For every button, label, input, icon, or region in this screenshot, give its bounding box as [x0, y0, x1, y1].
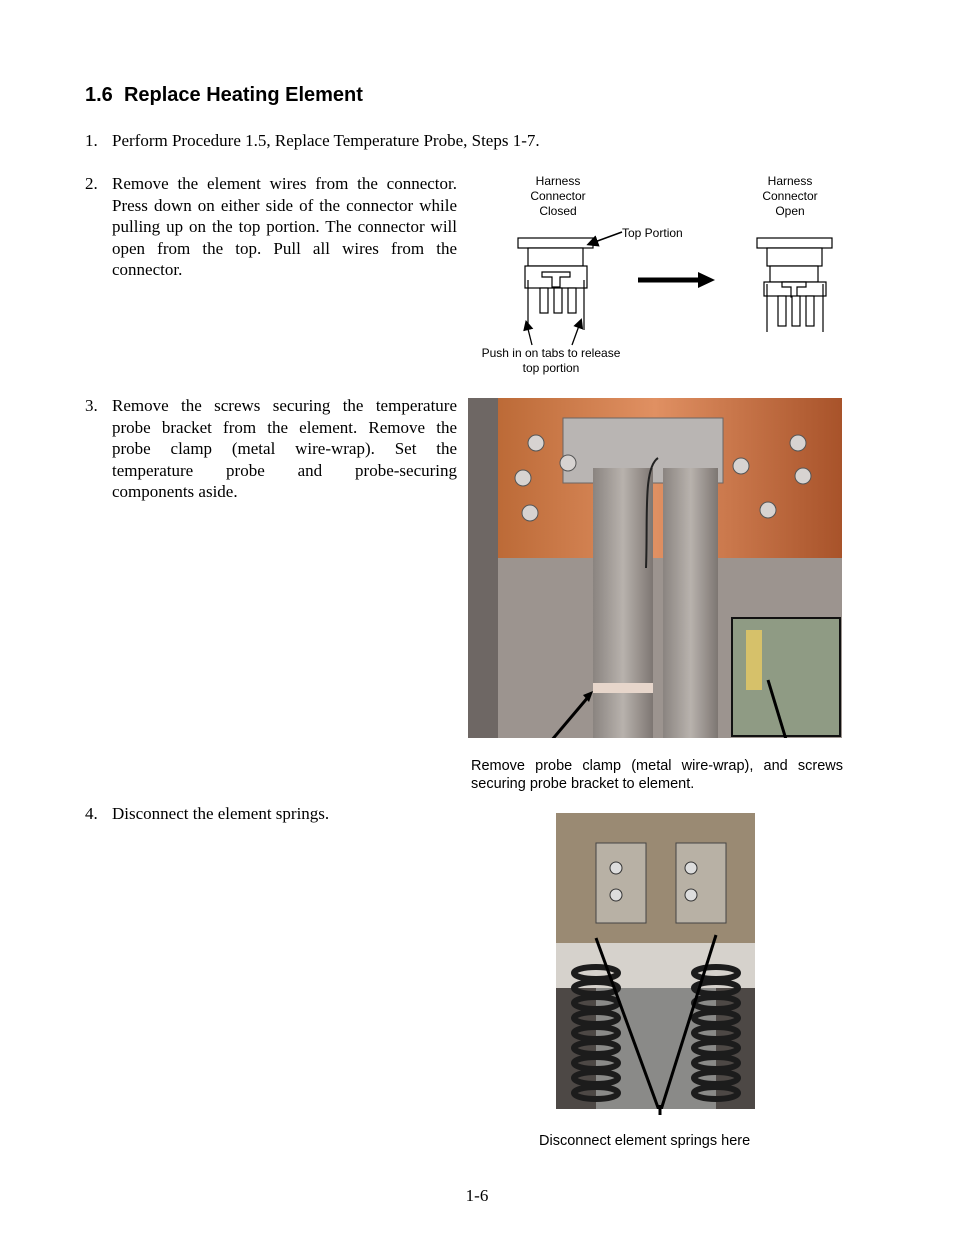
element-springs-photo [556, 813, 755, 1109]
connector-open-label: Harness Connector Open [762, 174, 818, 218]
figure-2-caption: Disconnect element springs here [539, 1133, 751, 1149]
step-number: 1. [85, 131, 98, 150]
step-number: 3. [85, 396, 98, 415]
connector-closed-label: Harness Connector Closed [530, 174, 586, 218]
step-number: 4. [85, 804, 98, 823]
step-text: Disconnect the element springs. [112, 804, 330, 823]
harness-connector-diagram [470, 220, 850, 350]
tabs-label: Push in on tabs to release top portion [481, 346, 621, 375]
page-number: 1-6 [465, 1186, 489, 1205]
top-portion-label: Top Portion [622, 226, 683, 240]
probe-bracket-photo [468, 398, 842, 738]
closed-connector-drawing [518, 238, 593, 330]
figure-1-caption: Remove probe clamp (metal wire-wrap), and screws securing probe bracket to element. [471, 758, 843, 792]
step-number: 2. [85, 174, 98, 193]
springs-pointer-tail [556, 1105, 755, 1117]
step-text: Remove the element wires from the connector. Press down on either side of the connector while pulling up on the top portion. The connector will open from the top. Pull all wires from the connector. [112, 174, 457, 279]
section-heading [85, 84, 363, 107]
step-text: Remove the screws securing the temperature probe bracket from the element. Remove the probe clamp (metal wire-wrap). Set the temperature probe and probe-securing components aside. [112, 396, 457, 501]
section-title: Replace Heating Element [123, 84, 363, 106]
open-connector-drawing [757, 238, 832, 332]
section-number: 1.6 [85, 84, 113, 106]
step-text: Perform Procedure 1.5, Replace Temperature Probe, Steps 1-7. [112, 131, 540, 150]
